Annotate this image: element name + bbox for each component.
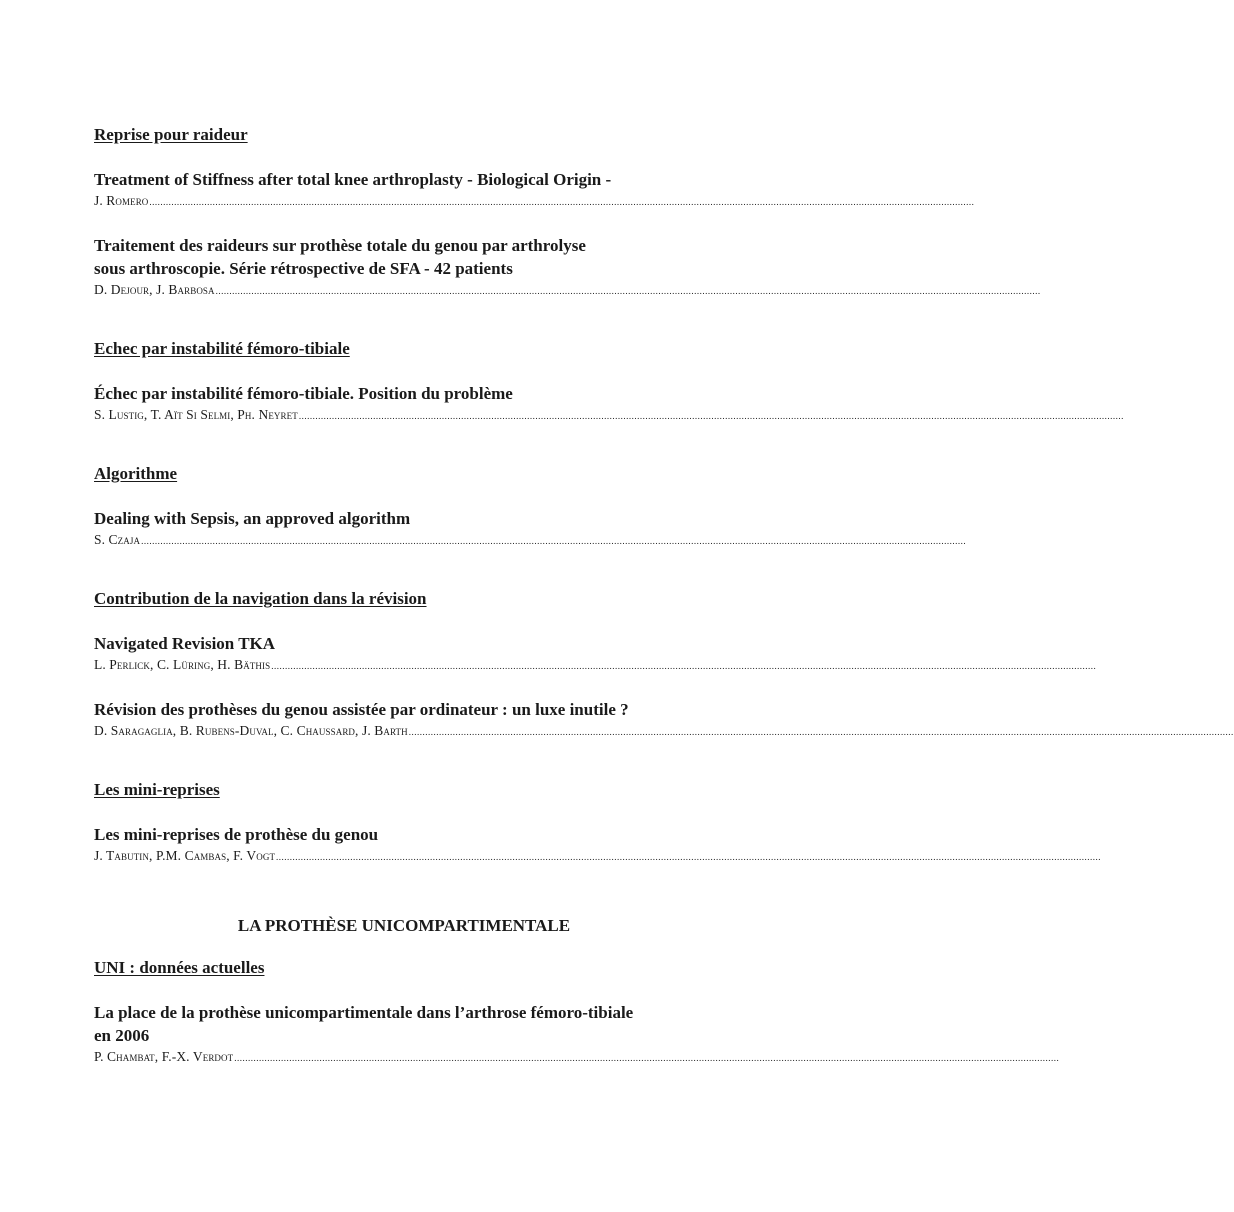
entry-authors: S. Lustig, T. Aït Si Selmi, Ph. Neyret (94, 407, 298, 422)
dot-leader: ............................................................................................................................................................................................................................................................................................................ (276, 852, 1102, 862)
dot-leader: ............................................................................................................................................................................................................................................................................................................ (298, 411, 1124, 421)
entry-authors: S. Czaja (94, 532, 141, 547)
dot-leader: ............................................................................................................................................................................................................................................................................................................ (408, 727, 1234, 737)
section-heading: Algorithme (94, 464, 178, 483)
entry-title: Échec par instabilité fémoro-tibiale. Position du problème (94, 384, 513, 403)
toc-entry (94, 382, 1124, 426)
section-heading: UNI : données actuelles (94, 958, 265, 977)
toc-section-instability (94, 338, 1124, 426)
toc-entry (94, 698, 1234, 742)
dot-leader: ............................................................................................................................................................................................................................................................................................................ (141, 536, 967, 546)
dot-leader: ............................................................................................................................................................................................................................................................................................................ (271, 661, 1097, 671)
entry-authors-line (94, 280, 1041, 301)
entry-title: La place de la prothèse unicompartimentale dans l’arthrose fémoro-tibiale (94, 1003, 634, 1022)
chapter-heading: LA PROTHÈSE UNICOMPARTIMENTALE (237, 916, 571, 935)
section-heading: Echec par instabilité fémoro-tibiale (94, 339, 350, 358)
entry-title: Treatment of Stiffness after total knee arthroplasty - Biological Origin - (94, 170, 612, 189)
toc-section-navigation (94, 588, 1234, 742)
entry-title: Traitement des raideurs sur prothèse totale du genou par arthrolyse (94, 236, 586, 255)
entry-authors: L. Perlick, C. Lüring, H. Bäthis (94, 657, 271, 672)
toc-entry (94, 168, 975, 212)
toc-entry (94, 823, 1102, 867)
entry-title: Révision des prothèses du genou assistée par ordinateur : un luxe inutile ? (94, 700, 629, 719)
toc-section-stiffness (94, 124, 1041, 301)
toc-section-algorithm (94, 463, 967, 551)
toc-section-uni (94, 957, 1060, 1068)
entry-authors: D. Saragaglia, B. Rubens-Duval, C. Chaussard, J. Barth (94, 723, 408, 738)
toc-section-mini-revisions (94, 779, 1102, 867)
entry-authors-line (94, 655, 1097, 676)
toc-entry (94, 507, 967, 551)
entry-authors: P. Chambat, F.-X. Verdot (94, 1049, 234, 1064)
toc-entry (94, 632, 1097, 676)
entry-authors-line (94, 530, 967, 551)
entry-authors: D. Dejour, J. Barbosa (94, 282, 215, 297)
entry-title-line-2: sous arthroscopie. Série rétrospective de SFA - 42 patients (94, 259, 513, 278)
entry-authors-line (94, 846, 1102, 867)
entry-title: Navigated Revision TKA (94, 634, 276, 653)
entry-authors-line (94, 1047, 1060, 1068)
entry-title: Les mini-reprises de prothèse du genou (94, 825, 379, 844)
entry-title: Dealing with Sepsis, an approved algorithm (94, 509, 411, 528)
entry-authors-line (94, 191, 975, 212)
toc-entry (94, 1001, 1060, 1068)
section-heading: Contribution de la navigation dans la révision (94, 589, 427, 608)
dot-leader: ............................................................................................................................................................................................................................................................................................................ (149, 197, 975, 207)
entry-authors-line (94, 405, 1124, 426)
section-heading: Les mini-reprises (94, 780, 220, 799)
entry-authors: J. Tabutin, P.M. Cambas, F. Vogt (94, 848, 276, 863)
entry-authors: J. Romero (94, 193, 149, 208)
dot-leader: ............................................................................................................................................................................................................................................................................................................ (215, 286, 1041, 296)
dot-leader: ............................................................................................................................................................................................................................................................................................................ (234, 1053, 1060, 1063)
toc-content (94, 124, 1234, 1068)
entry-title-line-2: en 2006 (94, 1026, 150, 1045)
section-heading: Reprise pour raideur (94, 125, 248, 144)
toc-entry (94, 234, 1041, 301)
entry-authors-line (94, 721, 1234, 742)
